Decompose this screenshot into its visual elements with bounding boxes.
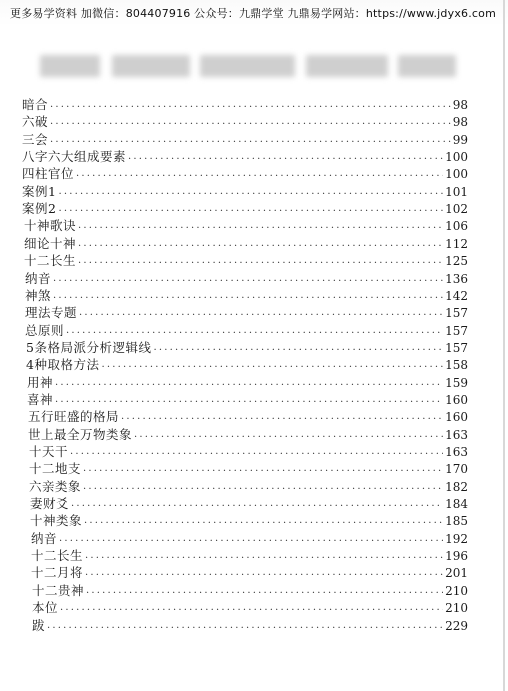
toc-entry xyxy=(32,616,468,633)
toc-entry xyxy=(30,494,468,511)
toc-entry-title: 神煞 xyxy=(25,287,52,303)
toc-entry-title: 十天干 xyxy=(29,444,69,459)
toc-entry xyxy=(28,425,468,442)
toc-leader-dots xyxy=(101,358,443,372)
toc-entry-page: 160 xyxy=(445,410,468,425)
promo-header: 更多易学资料 加微信：804407916 公众号：九鼎学堂 九鼎易学网站：https://www.jdyx6.com xyxy=(10,7,497,20)
toc-entry xyxy=(22,182,468,199)
toc-entry xyxy=(29,459,468,476)
toc-entry xyxy=(22,95,468,112)
toc-leader-dots xyxy=(128,150,443,164)
toc-entry-page: 229 xyxy=(445,618,468,633)
toc-entry-title: 4种取格方法 xyxy=(26,357,100,373)
toc-entry xyxy=(25,303,468,320)
toc-entry xyxy=(22,147,468,164)
toc-entry-title: 十二贵神 xyxy=(32,582,85,598)
toc-entry-page: 142 xyxy=(445,288,468,303)
toc-entry-title: 世上最全万物类象 xyxy=(28,426,133,442)
toc-leader-dots xyxy=(53,272,443,286)
toc-leader-dots xyxy=(58,202,443,216)
toc-leader-dots xyxy=(60,601,443,615)
toc-entry-page: 184 xyxy=(445,497,468,512)
toc-leader-dots xyxy=(153,341,443,355)
toc-leader-dots xyxy=(55,393,443,407)
toc-entry-title: 纳音 xyxy=(25,270,52,286)
toc-entry-title: 5条格局派分析逻辑线 xyxy=(26,339,152,355)
toc-entry xyxy=(26,355,468,372)
toc-entry-title: 纳音 xyxy=(31,530,58,546)
toc-leader-dots xyxy=(76,167,443,181)
toc-entry-title: 六破 xyxy=(22,114,49,130)
toc-entry-page: 170 xyxy=(445,462,468,477)
toc-entry xyxy=(27,390,468,407)
toc-leader-dots xyxy=(121,410,443,424)
toc-entry-title: 案例2 xyxy=(22,201,57,217)
toc-entry-title: 六亲类象 xyxy=(29,478,82,494)
toc-entry-page: 100 xyxy=(445,150,468,165)
toc-entry-title: 细论十神 xyxy=(24,235,77,251)
toc-entry-title: 三会 xyxy=(22,131,49,147)
toc-leader-dots xyxy=(86,584,443,598)
toc-entry-page: 100 xyxy=(445,167,468,182)
toc-entry xyxy=(29,442,468,459)
toc-entry-title: 五行旺盛的格局 xyxy=(28,409,120,425)
toc-entry-page: 112 xyxy=(445,236,468,251)
toc-entry xyxy=(31,529,468,546)
toc-entry-page: 159 xyxy=(445,375,468,390)
toc-entry xyxy=(29,477,468,494)
toc-entry xyxy=(28,407,468,424)
toc-entry-page: 101 xyxy=(445,184,468,199)
toc-entry xyxy=(24,216,468,233)
toc-entry xyxy=(22,164,468,181)
toc-entry-title: 暗合 xyxy=(22,97,49,112)
toc-entry-page: 201 xyxy=(445,566,468,581)
toc-entry-page: 136 xyxy=(445,271,468,286)
toc-entry xyxy=(25,269,468,286)
toc-entry-page: 196 xyxy=(445,549,468,564)
toc-entry xyxy=(31,563,468,580)
toc-entry-page: 98 xyxy=(452,98,468,112)
toc-entry-title: 妻财爻 xyxy=(30,496,70,512)
toc-entry xyxy=(24,251,468,268)
toc-leader-dots xyxy=(84,514,443,528)
toc-leader-dots xyxy=(58,185,443,199)
toc-entry xyxy=(25,321,468,338)
toc-entry-title: 本位 xyxy=(32,600,59,616)
toc-entry xyxy=(32,598,468,615)
toc-leader-dots xyxy=(83,462,443,476)
toc-entry-title: 案例1 xyxy=(22,183,57,199)
toc-leader-dots xyxy=(50,98,451,112)
toc-leader-dots xyxy=(47,619,443,633)
toc-entry xyxy=(30,511,468,528)
toc-entry-page: 99 xyxy=(452,132,468,147)
toc-entry xyxy=(22,130,468,147)
toc-entry xyxy=(27,373,468,390)
toc-entry-page: 157 xyxy=(445,340,468,355)
toc-entry-title: 总原则 xyxy=(25,322,65,338)
toc-leader-dots xyxy=(53,289,443,303)
toc-entry-page: 158 xyxy=(445,358,468,373)
toc-leader-dots xyxy=(79,306,443,320)
toc-entry xyxy=(31,546,468,563)
toc-entry-page: 163 xyxy=(445,445,468,459)
toc-leader-dots xyxy=(55,376,443,390)
toc-entry-title: 十二长生 xyxy=(24,253,77,269)
toc-entry-page: 157 xyxy=(445,306,468,321)
toc-entry-page: 106 xyxy=(445,219,468,234)
toc-entry xyxy=(22,112,468,129)
toc-leader-dots xyxy=(85,566,443,580)
toc-entry-page: 210 xyxy=(445,583,468,598)
toc-leader-dots xyxy=(78,237,443,251)
toc-entry-title: 十二月将 xyxy=(31,565,84,581)
toc-entry xyxy=(22,199,468,216)
toc-leader-dots xyxy=(85,549,443,563)
toc-entry-page: 210 xyxy=(445,601,468,616)
toc-entry-title: 用神 xyxy=(27,374,54,390)
toc-entry-page: 98 xyxy=(452,115,468,130)
toc-leader-dots xyxy=(50,133,451,147)
toc-leader-dots xyxy=(134,428,443,442)
toc-leader-dots xyxy=(71,497,443,511)
toc-entry-title: 八字六大组成要素 xyxy=(22,149,127,165)
toc-entry xyxy=(32,581,468,598)
toc-leader-dots xyxy=(83,480,443,494)
toc-entry-page: 157 xyxy=(445,323,468,338)
toc-entry-page: 182 xyxy=(445,479,468,494)
toc-entry-title: 十二地支 xyxy=(29,461,82,477)
toc-entry-page: 160 xyxy=(445,392,468,407)
toc-entry-page: 192 xyxy=(445,531,468,546)
toc-leader-dots xyxy=(78,254,443,268)
toc-leader-dots xyxy=(50,115,451,129)
toc-leader-dots xyxy=(59,532,443,546)
toc-entry-page: 163 xyxy=(445,427,468,442)
toc-leader-dots xyxy=(70,445,443,459)
toc-entry xyxy=(24,234,468,251)
toc-leader-dots xyxy=(66,324,443,338)
toc-entry-title: 跋 xyxy=(32,617,46,633)
toc-entry xyxy=(26,338,468,355)
toc-entry-title: 理法专题 xyxy=(25,305,78,321)
toc-entry xyxy=(25,286,468,303)
toc-entry-page: 125 xyxy=(445,254,468,269)
toc-entry-page: 185 xyxy=(445,514,468,529)
toc-entry-title: 十二长生 xyxy=(31,548,84,564)
toc-leader-dots xyxy=(78,219,443,233)
toc-entry-title: 喜神 xyxy=(27,391,54,407)
toc-entry-title: 四柱官位 xyxy=(22,166,75,182)
toc-entry-page: 102 xyxy=(445,202,468,217)
toc-entry-title: 十神类象 xyxy=(30,513,83,529)
toc-entry-title: 十神歌诀 xyxy=(24,218,77,234)
